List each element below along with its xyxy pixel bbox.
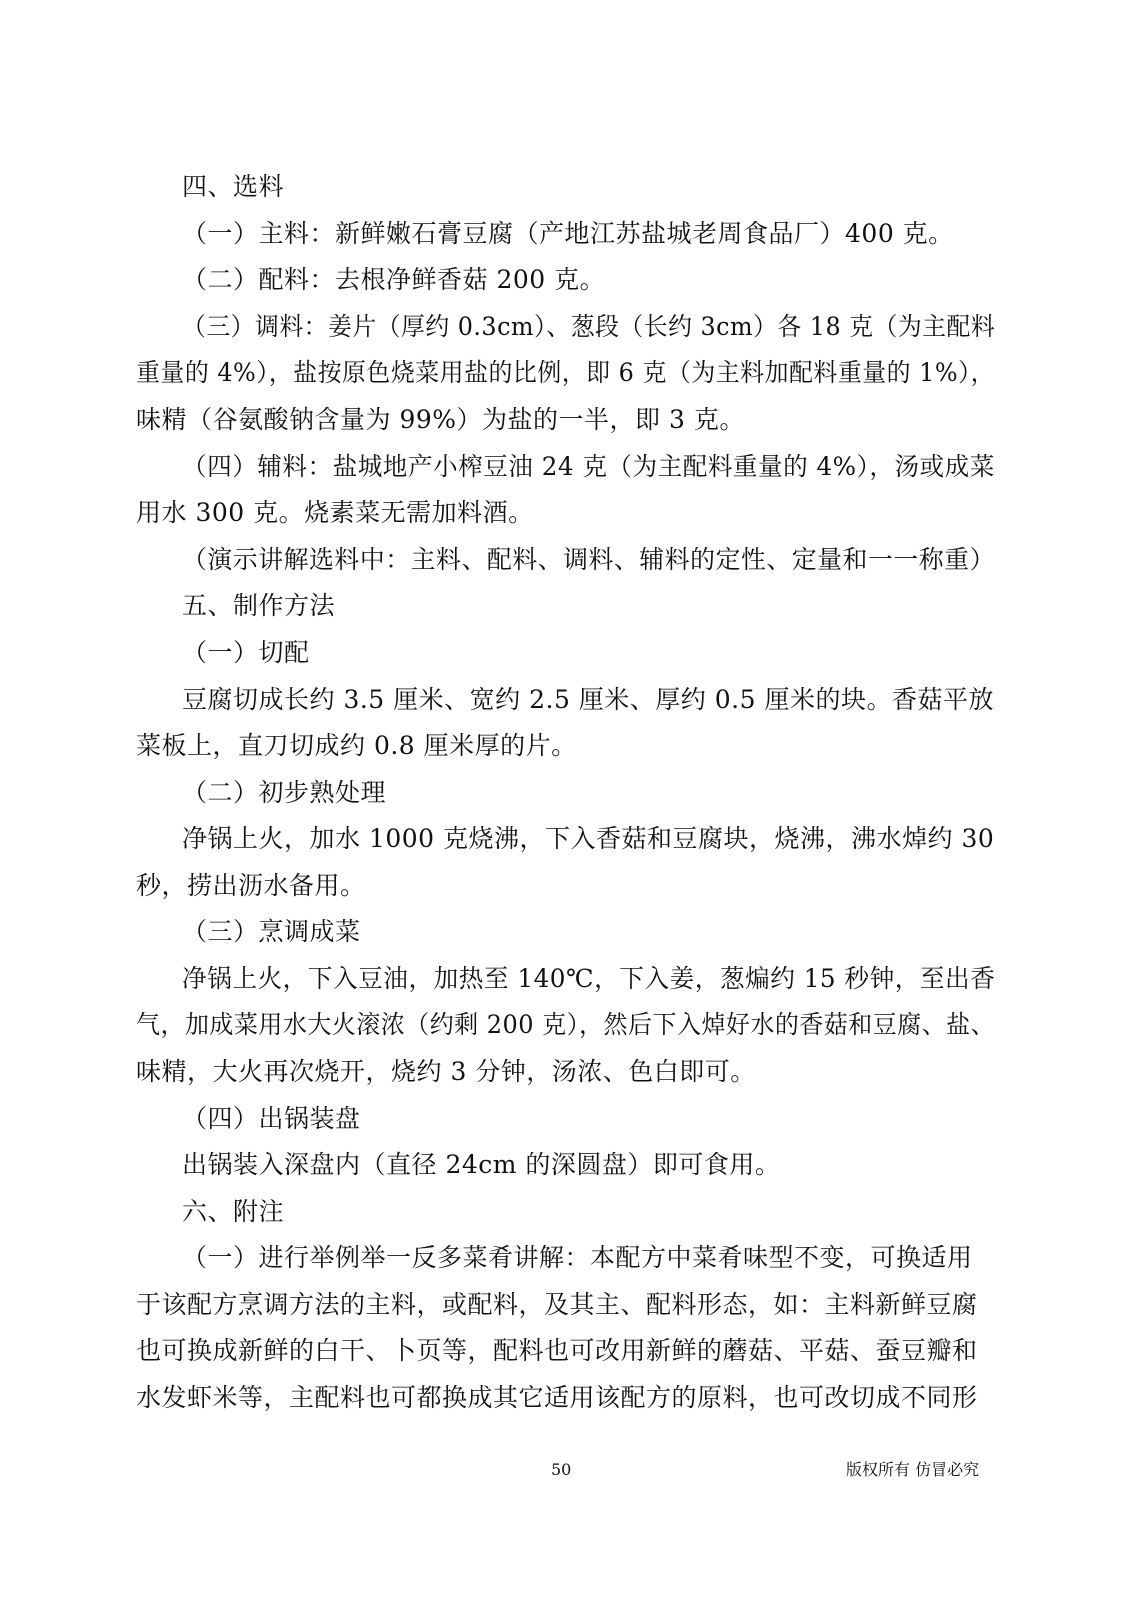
paragraph-line: 重量的 4%），盐按原色烧菜用盐的比例，即 6 克（为主料加配料重量的 1%）， (136, 358, 995, 387)
paragraph-line: （四）辅料：盐城地产小榨豆油 24 克（为主配料重量的 4%），汤或成菜 (182, 452, 995, 481)
paragraph-line: 水发虾米等，主配料也可都换成其它适用该配方的原料，也可改切成不同形 (136, 1383, 978, 1412)
subheading: （一）切配 (182, 638, 310, 667)
section-heading-selection: 四、选料 (182, 172, 285, 201)
paragraph-line: 用水 300 克。烧素菜无需加料酒。 (136, 498, 534, 527)
paragraph-line: 味精，大火再次烧开，烧约 3 分钟，汤浓、色白即可。 (136, 1057, 756, 1086)
subheading: （三）烹调成菜 (182, 917, 361, 946)
paragraph-line: 菜板上，直刀切成约 0.8 厘米厚的片。 (136, 731, 577, 760)
paragraph-line: 出锅装入深盘内（直径 24cm 的深圆盘）即可食用。 (182, 1150, 781, 1179)
paragraph-line: 味精（谷氨酸钠含量为 99%）为盐的一半，即 3 克。 (136, 405, 745, 434)
page-number: 50 (551, 1460, 572, 1479)
copyright-notice: 版权所有 仿冒必究 (846, 1460, 980, 1479)
subheading: （四）出锅装盘 (182, 1104, 361, 1133)
paragraph-line: 气，加成菜用水大火滚浓（约剩 200 克），然后下入焯好水的香菇和豆腐、盐、 (136, 1010, 996, 1039)
paragraph-line: 也可换成新鲜的白干、卜页等，配料也可改用新鲜的蘑菇、平菇、蚕豆瓣和 (136, 1336, 978, 1365)
paragraph-line: （演示讲解选料中：主料、配料、调料、辅料的定性、定量和一一称重） (182, 545, 995, 574)
subheading: （二）初步熟处理 (182, 778, 387, 807)
paragraph-line: 豆腐切成长约 3.5 厘米、宽约 2.5 厘米、厚约 0.5 厘米的块。香菇平放 (182, 685, 994, 714)
section-heading-method: 五、制作方法 (182, 591, 336, 620)
paragraph-line: （一）主料：新鲜嫩石膏豆腐（产地江苏盐城老周食品厂）400 克。 (182, 219, 954, 248)
paragraph-line: （三）调料：姜片（厚约 0.3cm）、葱段（长约 3cm）各 18 克（为主配料 (182, 312, 996, 341)
paragraph-line: 净锅上火，下入豆油，加热至 140℃，下入姜，葱煸约 15 秒钟，至出香 (182, 964, 996, 993)
paragraph-line: 于该配方烹调方法的主料，或配料，及其主、配料形态，如：主料新鲜豆腐 (136, 1290, 978, 1319)
paragraph-line: （二）配料：去根净鲜香菇 200 克。 (182, 265, 606, 294)
paragraph-line: （一）进行举例举一反多菜肴讲解：本配方中菜肴味型不变，可换适用 (182, 1243, 973, 1272)
paragraph-line: 秒，捞出沥水备用。 (136, 871, 366, 900)
paragraph-line: 净锅上火，加水 1000 克烧沸，下入香菇和豆腐块，烧沸，沸水焯约 30 (182, 824, 995, 853)
section-heading-notes: 六、附注 (182, 1197, 285, 1226)
